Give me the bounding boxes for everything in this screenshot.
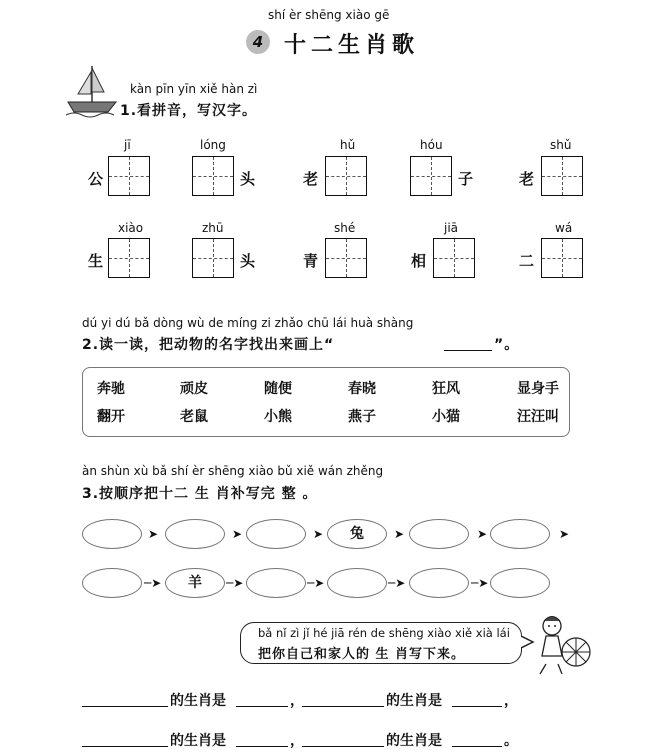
writing-grid[interactable] [192, 156, 234, 196]
answer-line [444, 350, 492, 351]
word[interactable]: 奔驰 [97, 381, 125, 397]
fill-text: 的生肖是 [170, 733, 226, 749]
sailboat-icon [64, 62, 120, 120]
pinyin-wa: wá [555, 221, 573, 235]
arrow-icon: ─➤ [471, 576, 489, 590]
char-tou-2: 头 [240, 252, 256, 270]
char-zi: 子 [458, 170, 474, 188]
char-lao-2: 老 [519, 170, 535, 188]
answer-line[interactable] [452, 706, 502, 707]
answer-line[interactable] [302, 746, 384, 747]
word[interactable]: 老鼠 [180, 409, 208, 425]
zodiac-oval[interactable] [82, 519, 142, 549]
arrow-icon: ➤ [394, 527, 405, 541]
char-lao: 老 [303, 170, 319, 188]
answer-line[interactable] [236, 746, 288, 747]
word[interactable]: 顽皮 [180, 381, 208, 397]
word[interactable]: 狂风 [432, 381, 460, 397]
char-er: 二 [519, 252, 535, 270]
arrow-icon: ➤ [148, 527, 159, 541]
zodiac-oval-rabbit[interactable]: 兔 [327, 519, 387, 549]
q3-pinyin: àn shùn xù bǎ shí èr shēng xiào bǔ xiě wán zhěng [82, 464, 384, 478]
zodiac-oval[interactable] [327, 568, 387, 598]
arrow-icon: ➤ [313, 527, 324, 541]
fill-text: ， [290, 733, 304, 749]
pinyin-shu: shǔ [550, 138, 572, 152]
char-gong: 公 [88, 170, 104, 188]
pinyin-long: lóng [200, 138, 226, 152]
word[interactable]: 春晓 [348, 381, 376, 397]
q1-pinyin: kàn pīn yīn xiě hàn zì [130, 82, 258, 96]
lesson-number: 4 [246, 30, 270, 54]
char-sheng: 生 [88, 252, 104, 270]
word[interactable]: 燕子 [348, 409, 376, 425]
char-tou: 头 [240, 170, 256, 188]
q2-label-end: ”。 [494, 337, 520, 353]
fill-text: 的生肖是 [386, 693, 442, 709]
char-xiang: 相 [411, 252, 427, 270]
zodiac-oval[interactable] [409, 519, 469, 549]
writing-grid[interactable] [541, 156, 583, 196]
writing-grid[interactable] [325, 238, 367, 278]
word[interactable]: 随便 [264, 381, 292, 397]
pinyin-hou: hóu [420, 138, 443, 152]
page-title: 十二生肖歌 [284, 33, 420, 58]
writing-grid[interactable] [410, 156, 452, 196]
fill-text: ， [290, 693, 304, 709]
q4-pinyin: bǎ nǐ zì jǐ hé jiā rén de shēng xiào xiě xià lái [258, 626, 510, 640]
q1-label: 1.看拼音，写汉字。 [120, 103, 258, 119]
fill-text: 的生肖是 [386, 733, 442, 749]
child-drawing-icon [532, 612, 594, 676]
fill-text: ， [504, 693, 518, 709]
q2-pinyin: dú yi dú bǎ dòng wù de míng zi zhǎo chū lái huà shàng [82, 316, 414, 330]
fill-text: 的生肖是 [170, 693, 226, 709]
zodiac-oval-sheep[interactable]: 羊 [165, 568, 225, 598]
zodiac-oval[interactable] [246, 519, 306, 549]
arrow-icon: ➤ [559, 527, 570, 541]
pinyin-zhu: zhū [202, 221, 224, 235]
answer-line[interactable] [302, 706, 384, 707]
writing-grid[interactable] [192, 238, 234, 278]
word-box [82, 367, 570, 437]
zodiac-oval[interactable] [409, 568, 469, 598]
answer-line[interactable] [82, 746, 168, 747]
pinyin-ji: jī [124, 138, 131, 152]
pinyin-hu: hǔ [340, 138, 356, 152]
arrow-icon: ─➤ [144, 576, 162, 590]
arrow-icon: ➤ [477, 527, 488, 541]
answer-line[interactable] [82, 706, 168, 707]
answer-line[interactable] [236, 706, 288, 707]
word[interactable]: 汪汪叫 [517, 409, 559, 425]
pinyin-she: shé [334, 221, 356, 235]
q2-label: 2.读一读，把动物的名字找出来画上“ [82, 337, 335, 353]
q3-label: 3.按顺序把十二 生 肖补写完 整 。 [82, 486, 318, 502]
zodiac-oval[interactable] [490, 519, 550, 549]
zodiac-oval[interactable] [246, 568, 306, 598]
word[interactable]: 小熊 [264, 409, 292, 425]
arrow-icon: ─➤ [388, 576, 406, 590]
writing-grid[interactable] [433, 238, 475, 278]
writing-grid[interactable] [325, 156, 367, 196]
arrow-icon: ─➤ [226, 576, 244, 590]
writing-grid[interactable] [108, 156, 150, 196]
zodiac-oval[interactable] [165, 519, 225, 549]
writing-grid[interactable] [541, 238, 583, 278]
title-pinyin: shí èr shēng xiào gē [268, 8, 390, 22]
zodiac-oval[interactable] [82, 568, 142, 598]
word[interactable]: 翻开 [97, 409, 125, 425]
pinyin-jia: jiā [444, 221, 459, 235]
pinyin-xiao: xiào [118, 221, 144, 235]
answer-line[interactable] [452, 746, 502, 747]
writing-grid[interactable] [108, 238, 150, 278]
word[interactable]: 显身手 [517, 381, 559, 397]
word[interactable]: 小猫 [432, 409, 460, 425]
zodiac-oval[interactable] [490, 568, 550, 598]
fill-text: 。 [504, 733, 518, 749]
q4-text: 把你自己和家人的 生 肖写下来。 [258, 647, 466, 662]
char-qing: 青 [303, 252, 319, 270]
arrow-icon: ➤ [232, 527, 243, 541]
arrow-icon: ─➤ [307, 576, 325, 590]
